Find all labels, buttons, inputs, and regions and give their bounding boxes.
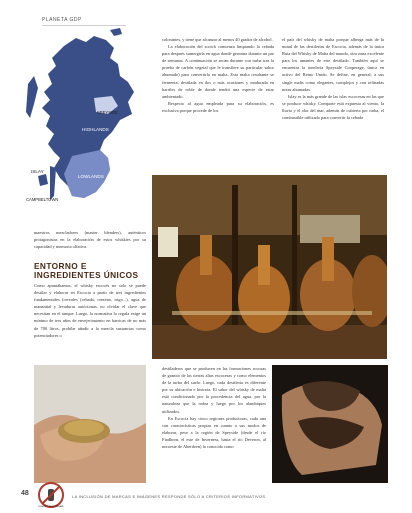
orkney (110, 28, 122, 36)
outer-isles (26, 76, 38, 118)
section-header: PLANETA GDP (42, 17, 82, 23)
col1-p1: Como apuntábamos, el whisky escocés no solo se puede destilar y elaborar en Escocia a partir de tres ingredientes fundamentales (cereales (cebada, centeno, trigo...), agua de manantial y levaduras autóctonas, no olvidar el clave que necesitan en el tanque. Luego, la normativa lo regula exige un mínimo de tres años de envejecimiento en barricas de no más de 700 litros, prohíbe añadir a la mezcla sustancias como potenciadores o (34, 283, 146, 338)
col1-cont: maestros mezcladores (master blenders), auténticos protagonistas en la elaboración de estos whiskies por su capacidad y memoria olfativa. (34, 230, 146, 250)
column-mid (162, 365, 266, 450)
map-label-islay: ISLAY (31, 169, 44, 174)
badge-text: CONSUMO RESPONSABLE (38, 506, 64, 508)
scotland-map (24, 28, 146, 220)
footer-disclaimer: LA INCLUSIÓN DE MARCAS E IMÁGENES RESPONDE SÓLO A CRITERIOS INFORMATIVOS (72, 494, 266, 499)
distillery-photo (152, 175, 387, 359)
map-label-lowlands: LOWLANDS (78, 174, 104, 179)
page-number: 48 (21, 490, 29, 497)
column-1 (34, 282, 146, 339)
islay-island (38, 174, 48, 186)
column-1-cont (34, 229, 146, 250)
map-label-speyside: SPEYSIDE (97, 110, 118, 115)
header-rule (42, 25, 126, 26)
col3-p2: Islay es la más grande de las islas escocesas en las que se produce whisky. Comparte está expuesta al viento, la lluvia y el olor del mar, además de cubierta por turba, el combustible utilizado para convertir la cebada (282, 93, 384, 121)
colmid-p2: En Escocia hay cinco regiones productoras, cada una con características propias en cuanto a sus modos de elaborar, pese a la región de Speyside (desde el río Findhorn, el este de Inverness, hasta el río Deveron, al noroeste de Aberdeen) la conocida como (162, 415, 266, 450)
colmid-p1: destiladeros que se producen en las formaciones rocosas de granito de las tierras altas escocesas y como elementos de la turba del suelo. Luego, cada destilería es diferente por su ubicación e historia. El sabor del whisky de malta está condicionado por la procedencia del agua, por la naturaleza que la rodea y luego por los alambiques utilizados. (162, 366, 266, 414)
col2-p3: Respecto al agua empleada para su elaboración, es exclusiva porque procede de los (162, 100, 274, 113)
col3-p1: el país del whisky de malta porque alberga más de la mitad de las destilerías de Escocia, además de la única Ruta del Whisky de Malta del mundo, otra zona excelente para los amantes de este destilado. También aquí se encuentra la tonelería Speyside Cooperage, única en activo del Reino Unido. Se define, en general, a sus single malts como elegantes, complejos y con refinadas notas ahumadas. (282, 37, 384, 92)
grain-hands-photo (34, 365, 146, 483)
col2-p2: La elaboración del scotch comienza limpiando la cebada para después sumergirla en agua donde germina durante un par de semanas. A continuación se secan durante con turba tras la prueba de carbón vegetal que le transfiere su particular sabor ahumado) para convertirla en malta. Esta malta resultante se fermenta, destilada en dos o más ocasiones y madurada en barriles de roble de donde tendrá una especie de estar ambientado. (162, 44, 274, 99)
responsible-consumption-badge (38, 482, 64, 508)
column-2 (162, 36, 274, 114)
kintyre (50, 166, 56, 200)
map-label-highlands: HIGHLANDS (82, 127, 109, 132)
column-3 (282, 36, 384, 121)
col2-p1: colorantes, y tiene que alcanzar al menos 40 grados de alcohol. (162, 37, 273, 42)
peat-hands-photo (272, 365, 388, 483)
map-label-campbeltown: CAMPBELTOWN (26, 197, 59, 202)
section-heading: ENTORNO E INGREDIENTES ÚNICOS (34, 261, 139, 280)
